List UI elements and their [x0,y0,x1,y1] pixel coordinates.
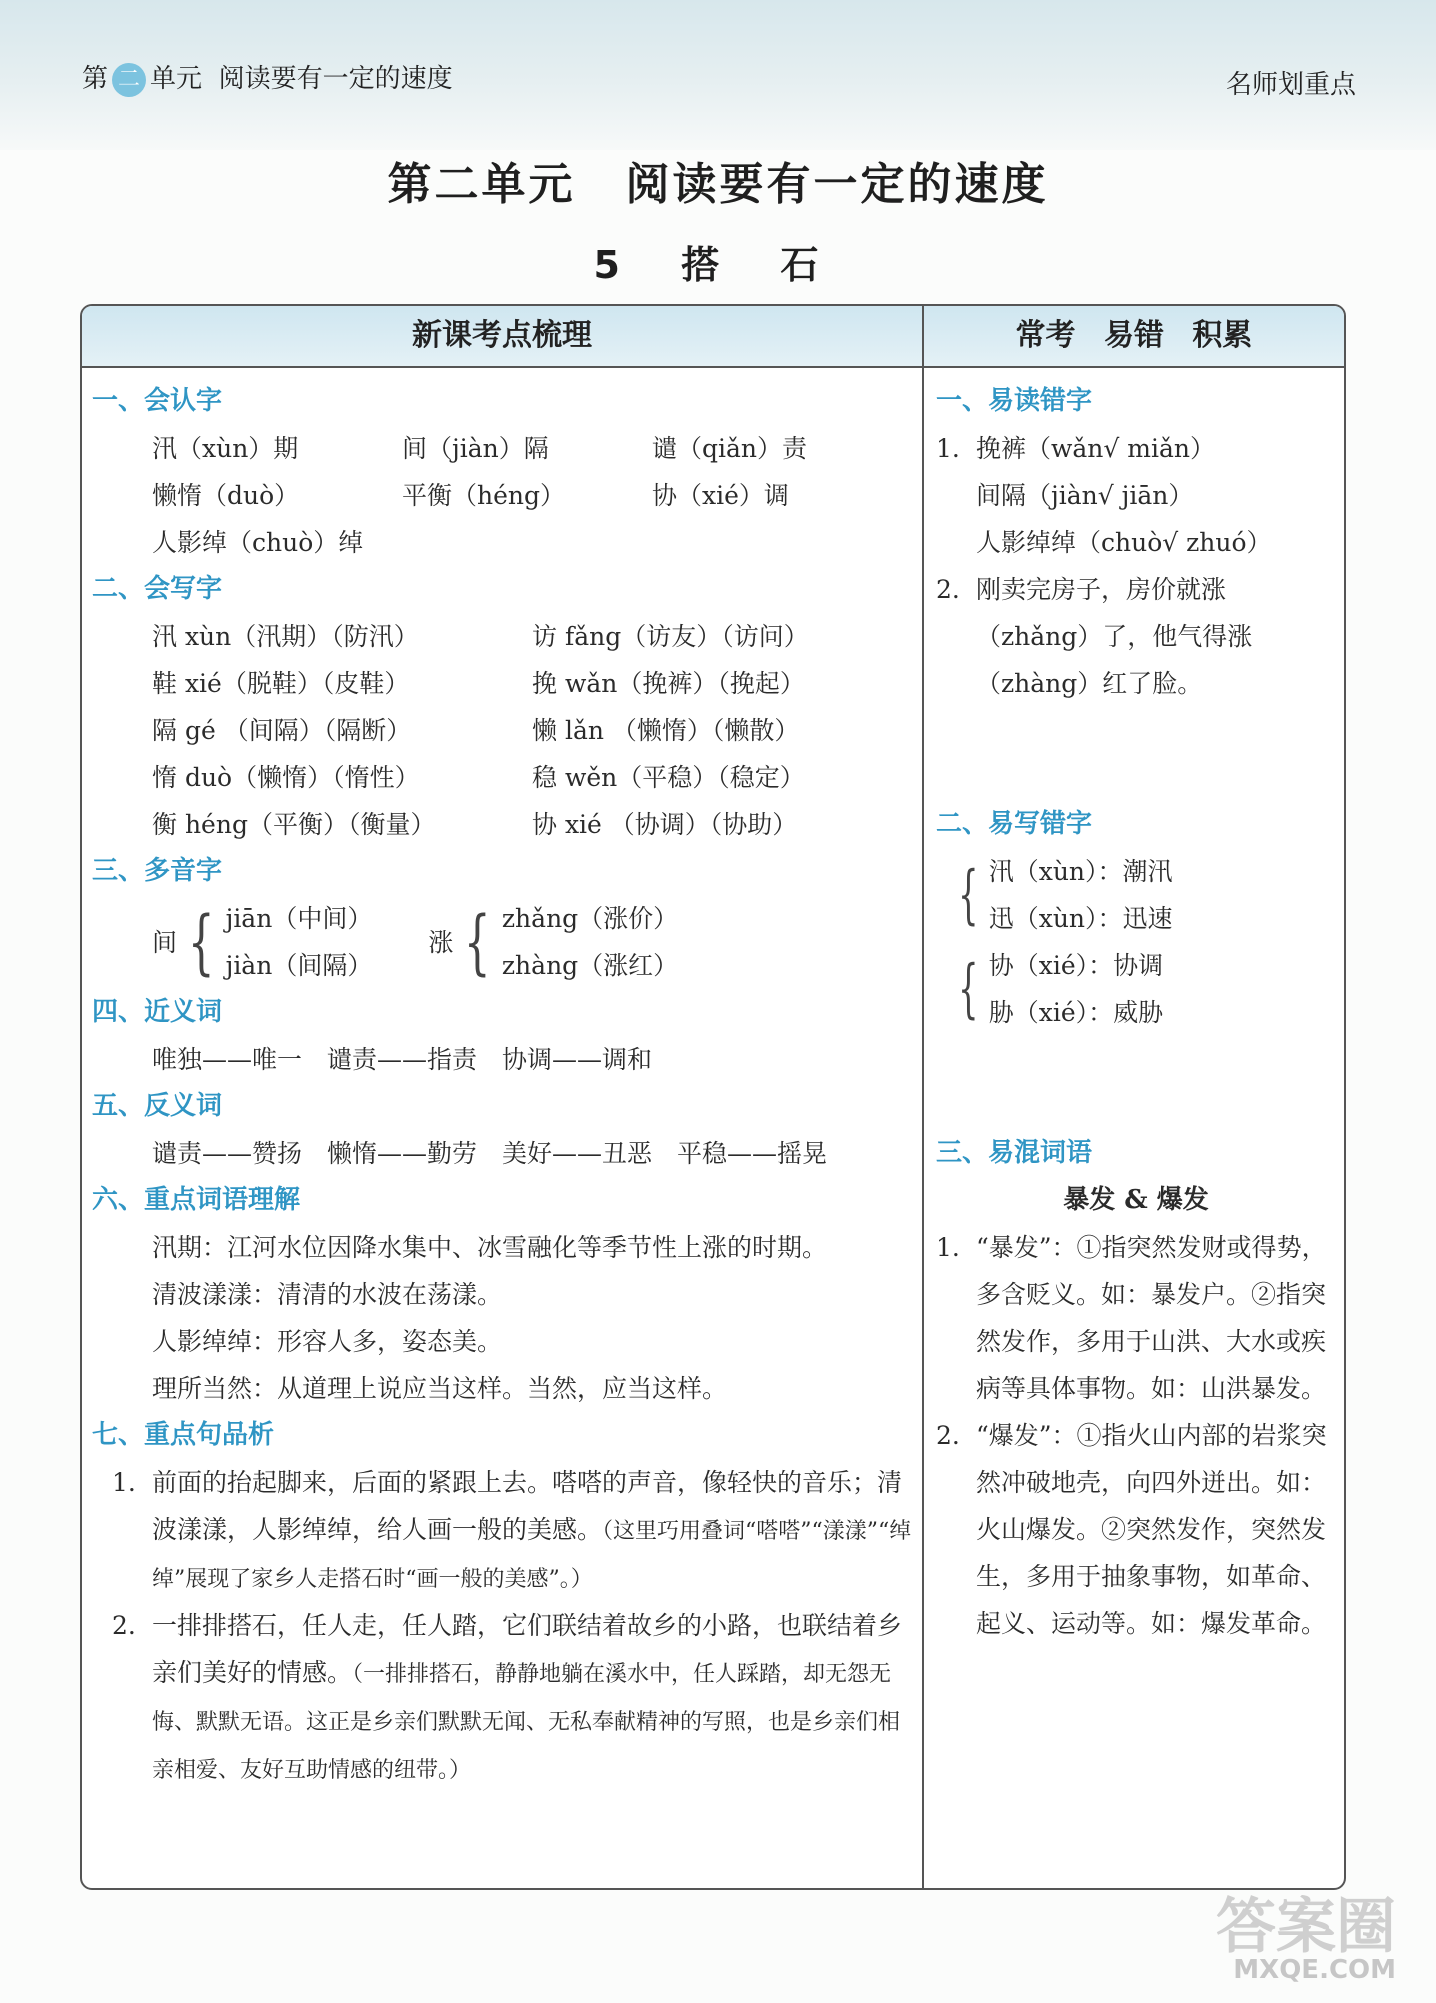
section-title: 四、近义词 [92,997,223,1027]
list-item: 懒惰（duò） 平衡（héng） 协（xié）调 [152,481,789,510]
brace-icon: { [958,858,979,932]
list-item: 鞋 xié（脱鞋）（皮鞋） 挽 wǎn（挽裤）（挽起） [152,669,805,698]
list-item: 衡 héng（平衡）（衡量） 协 xié （协调）（协助） [152,810,798,839]
confusable-group: { 协（xié）：协调 胁（xié）：威胁 [958,951,1164,1027]
section-title: 二、会写字 [92,574,223,604]
list-item: 汛期：江河水位因降水集中、冰雪融化等季节性上涨的时期。 [152,1233,828,1262]
section-title: 一、易读错字 [936,386,1093,416]
section-title: 六、重点词语理解 [92,1185,301,1215]
list-item: 隔 gé （间隔）（隔断） 懒 lǎn （懒惰）（懒散） [152,716,800,745]
running-header-left: 第 二 单元 阅读要有一定的速度 [82,58,453,97]
confusable-group: { 汛（xùn）：潮汛 迅（xùn）：迅速 [958,857,1173,933]
unit-title: 第二单元 阅读要有一定的速度 [387,159,1049,210]
section-title: 五、反义词 [92,1091,223,1121]
lesson-title: 5 搭 石 [593,243,843,287]
left-column [92,378,912,1793]
subsection-title: 暴发 & 爆发 [1063,1185,1209,1215]
list-item: 2. 刚卖完房子，房价就涨（zhǎng）了，他气得涨（zhàng）红了脸。 [936,575,1253,698]
list-item: 1. “暴发”：①指突然发财或得势，多含贬义。如：暴发户。②指突然发作，多用于山洪、大水或疾病等具体事物。如：山洪暴发。 [936,1233,1327,1403]
list-item: 汛 xùn（汛期）（防汛） 访 fǎng（访友）（访问） [152,622,809,651]
running-header-right: 名师划重点 [1225,70,1356,100]
list-item: 人影绰绰：形容人多，姿态美。 [152,1327,503,1356]
polyphone-groups: 间 { jiān（中间） jiàn（间隔） 涨 { zhǎng（涨价） zhàng（涨红） [152,901,679,983]
brace-icon: { [464,901,491,983]
watermark-logo: 答案圈 MXQE.COM [1216,1892,1396,1985]
list-item: 人影绰（chuò）绰 [152,528,364,557]
brace-icon: { [958,952,979,1026]
list-item: 唯独——唯一 谴责——指责 协调——调和 [152,1045,653,1074]
section-title: 三、易混词语 [936,1138,1093,1168]
list-item: 2. “爆发”：①指火山内部的岩浆突然冲破地壳，向四外迸出。如：火山爆发。②突然发作，突然发生，多用于抽象事物，如革命、起义、运动等。如：爆发革命。 [936,1421,1327,1638]
list-item: 2. 一排排搭石，任人走，任人踏，它们联结着故乡的小路，也联结着乡亲们美好的情感。（一排排搭石，静静地躺在溪水中，任人踩踏，却无怨无悔、默默无语。这正是乡亲们默默无闻、无私奉献精神的写照，也是乡亲们相亲相爱、友好互助情感的纽带。） [112,1611,903,1783]
brace-icon: { [187,901,215,983]
list-item: 理所当然：从道理上说应当这样。当然，应当这样。 [152,1374,728,1403]
content-frame [80,304,1346,1890]
list-item: 汛（xùn）期 间（jiàn）隔 谴（qiǎn）责 [152,434,808,463]
section-title: 二、易写错字 [936,809,1093,839]
right-column [936,378,1336,1647]
list-item: 1. 前面的抬起脚来，后面的紧跟上去。嗒嗒的声音，像轻快的音乐；清波漾漾，人影绰绰，给人画一般的美感。（这里巧用叠词“嗒嗒”“漾漾”“绰绰”展现了家乡人走搭石时“画一般的美感”。） [112,1468,912,1592]
left-column-header: 新课考点梳理 [82,306,922,368]
column-divider [922,306,924,1888]
list-item: 1. 挽裤（wǎn√ miǎn） 间隔（jiàn√ jiān） 人影绰绰（chuò√ zhuó） [936,434,1272,557]
right-column-header: 常考 易错 积累 [924,306,1344,368]
section-title: 七、重点句品析 [92,1420,275,1450]
unit-number-badge: 二 [112,63,146,97]
section-title: 三、多音字 [92,856,223,886]
list-item: 惰 duò（懒惰）（惰性） 稳 wěn（平稳）（稳定） [152,763,805,792]
section-title: 一、会认字 [92,386,223,416]
list-item: 谴责——赞扬 懒惰——勤劳 美好——丑恶 平稳——摇晃 [152,1139,828,1168]
list-item: 清波漾漾：清清的水波在荡漾。 [152,1280,503,1309]
